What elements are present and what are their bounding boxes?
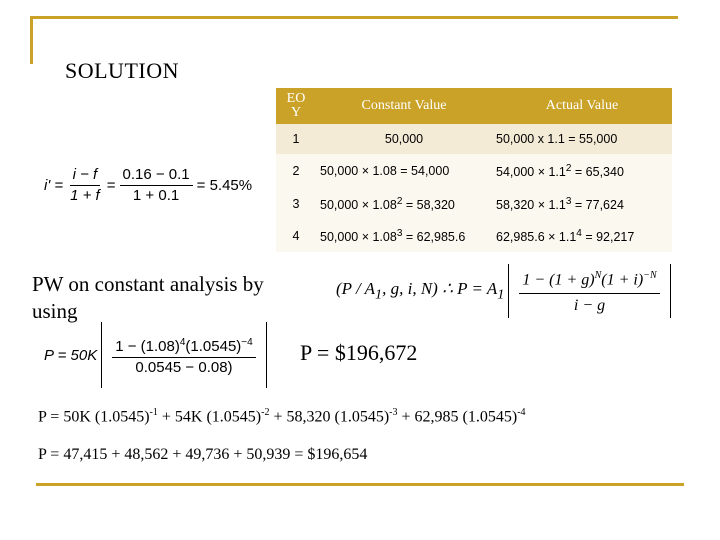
bracket: $\frac{1 - (1.08)^4(1.0545)^{-4}}{0.0545 - 0.08)}$: [101, 322, 266, 388]
year-cell: 3: [276, 188, 316, 220]
table-row: [276, 220, 672, 252]
pw-expansion-line: P = 50K $(1.0545)^{-1} + 54K$ $(1.0545)^{-2} + 58,320$ $(1.0545)^{-3} + 62,985$ $(1.0545)^{-4}$: [38, 407, 526, 426]
left-accent-line: [30, 16, 33, 64]
slide-title: SOLUTION: [65, 58, 179, 83]
geometric-gradient-formula: ($P / A_1$, g, i, N) ∴ $P = A_1$ $\frac{1 - (1 + g)^N(1 + i)^{-N}}{i - g}$: [336, 264, 671, 318]
top-accent-line: [30, 16, 678, 19]
table-header-row: [276, 88, 672, 124]
eoy-table: [276, 88, 672, 252]
constant-cell: $50,000 \times 1.08^3 = 62,985.6$: [316, 220, 492, 252]
header-actual-value: Actual Value: [492, 88, 672, 124]
year-cell: 2: [276, 154, 316, 188]
constant-cell: 50,000 × 1.08 = 54,000: [316, 154, 492, 188]
bracket: $\frac{1 - (1 + g)^N(1 + i)^{-N}}{i - g}$: [508, 264, 670, 318]
pw-calculation-formula: P = 50K $\frac{1 - (1.08)^4(1.0545)^{-4}}{0.0545 - 0.08)}$: [44, 322, 267, 388]
table-row: [276, 124, 672, 154]
pw-sum-line: P = 47,415 + 48,562 + 49,736 + 50,939 = $196,654: [38, 446, 368, 463]
inflation-free-rate-formula: i' = $\frac{i - f}{1 + f}$ = $\frac{0.16 - 0.1}{1 + 0.1}$ = 5.45%: [44, 166, 253, 204]
actual-cell: 50,000 x 1.1 = 55,000: [492, 124, 672, 154]
year-cell: 1: [276, 124, 316, 154]
header-constant-value: Constant Value: [316, 88, 492, 124]
fraction: $\frac{i - f}{1 + f}$: [70, 166, 100, 204]
fraction: $\frac{0.16 - 0.1}{1 + 0.1}$: [120, 165, 193, 206]
constant-cell: $50,000 \times 1.08^2 = 58,320$: [316, 188, 492, 220]
actual-cell: $62,985.6 \times 1.1^4 = 92,217$: [492, 220, 672, 252]
constant-cell: 50,000: [316, 124, 492, 154]
table-row: [276, 188, 672, 220]
pw-result: P = $196,672: [300, 340, 418, 365]
header-eoy: EO Y: [276, 88, 316, 124]
year-cell: 4: [276, 220, 316, 252]
table-row: [276, 154, 672, 188]
bottom-accent-line: [36, 483, 684, 486]
actual-cell: $54,000 \times 1.1^2 = 65,340$: [492, 154, 672, 188]
actual-cell: $58,320 \times 1.1^3 = 77,624$: [492, 188, 672, 220]
pw-label: PW on constant analysis by using: [32, 272, 264, 323]
